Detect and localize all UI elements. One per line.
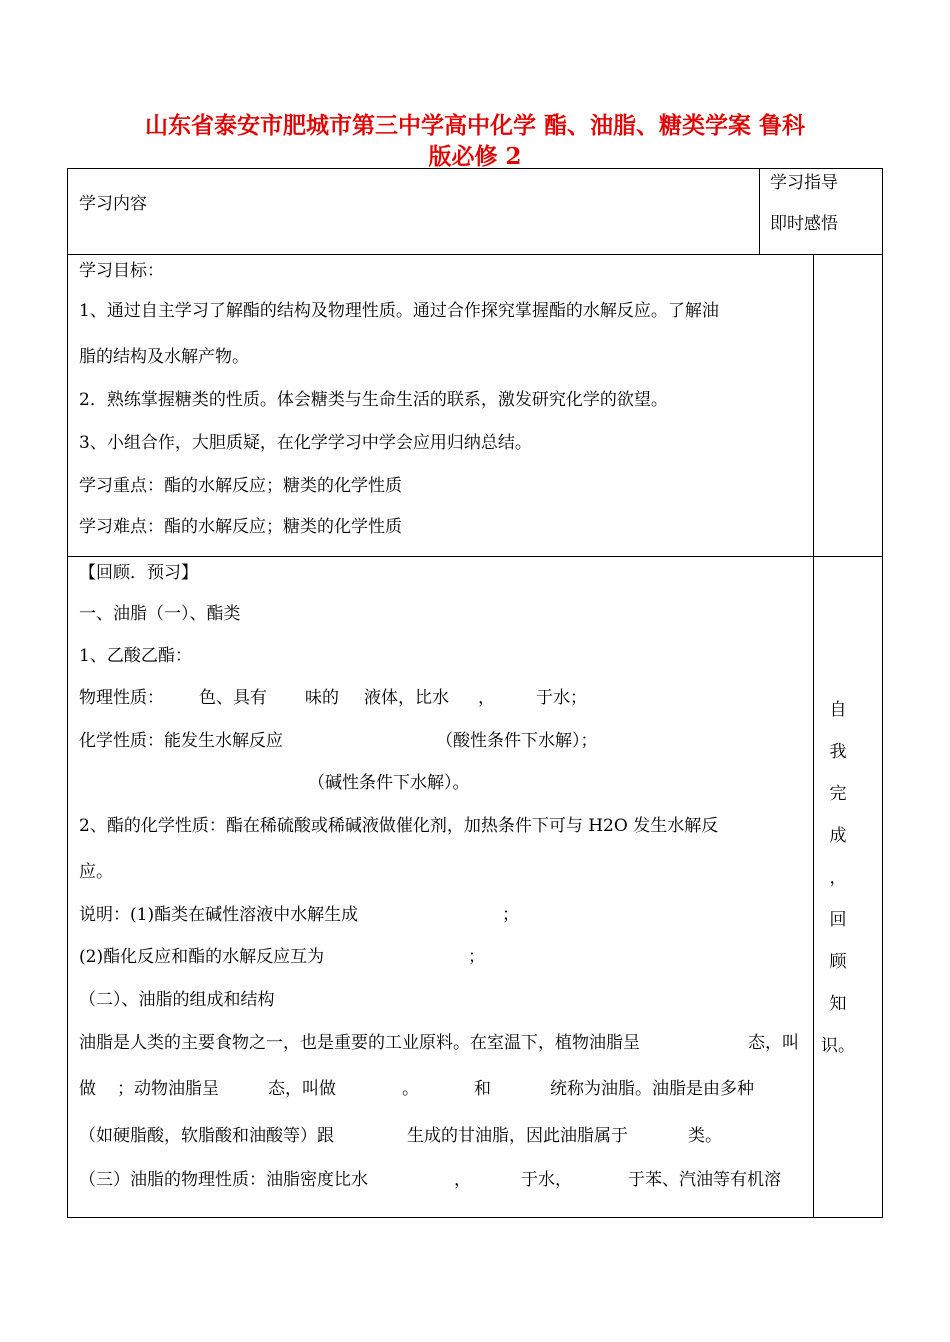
- side-note-char: 自: [829, 700, 847, 720]
- ester-chem-props-line-2: 应。: [79, 862, 113, 882]
- oil-paragraph-line-3c: 类。: [688, 1126, 722, 1146]
- header-right-label-2: 即时感悟: [770, 214, 838, 234]
- ester-chem-props-line-1: 2、酯的化学性质：酯在稀硫酸或稀碱液做催化剂，加热条件下可与 H2O 发生水解反: [79, 816, 719, 836]
- oil-paragraph-line-3b: 生成的甘油脂，因此油脂属于: [407, 1126, 628, 1146]
- side-note-char: 顾: [829, 952, 847, 972]
- chemical-props-label: 化学性质：能发生水解反应: [79, 731, 283, 751]
- base-hydrolysis-note: （碱性条件下水解）。: [308, 773, 470, 793]
- physical-props-label: 物理性质：: [79, 688, 164, 708]
- header-left-label: 学习内容: [79, 194, 147, 214]
- side-note: [818, 689, 858, 1067]
- objective-2: 2．熟练掌握糖类的性质。体会糖类与生命生活的联系，激发研究化学的欲望。: [79, 390, 668, 410]
- oil-paragraph-line-2b: ；动物油脂呈: [117, 1079, 219, 1099]
- side-note-char: 识。: [821, 1036, 855, 1056]
- review-heading: 【回顾．预习】: [79, 563, 198, 583]
- oil-paragraph-line-2e: 和: [474, 1079, 491, 1099]
- oil-composition-heading: （二）、油脂的组成和结构: [79, 990, 275, 1010]
- oil-physical-props-a: （三）油脂的物理性质：油脂密度比水: [79, 1170, 368, 1190]
- side-note-char: 知: [829, 994, 847, 1014]
- oil-physical-props-c: 于水，: [521, 1170, 572, 1190]
- oil-paragraph-line-1a: 油脂是人类的主要食物之一，也是重要的工业原料。在室温下，植物油脂呈: [79, 1033, 640, 1053]
- oil-paragraph-line-2a: 做: [79, 1079, 96, 1099]
- oil-paragraph-line-2f: 统称为油脂。油脂是由多种: [550, 1079, 754, 1099]
- side-note-char: 完: [829, 784, 847, 804]
- document-title: [60, 110, 890, 172]
- section-divider: [67, 556, 883, 557]
- physical-props-odor: 味的: [305, 688, 339, 708]
- oil-paragraph-line-1b: 态，叫: [748, 1033, 799, 1053]
- oil-paragraph-line-2d: 。: [402, 1079, 419, 1099]
- acid-hydrolysis-note: （酸性条件下水解）；: [436, 731, 598, 751]
- oil-physical-props-d: 于苯、汽油等有机溶: [628, 1170, 781, 1190]
- key-points: 学习重点：酯的水解反应；糖类的化学性质: [79, 476, 402, 496]
- oil-paragraph-line-2c: 态，叫做: [268, 1079, 336, 1099]
- physical-props-color: 色、具有: [199, 688, 267, 708]
- objective-3: 3、小组合作，大胆质疑，在化学学习中学会应用归纳总结。: [79, 433, 532, 453]
- header-right-label-1: 学习指导: [770, 173, 838, 193]
- objective-1-line-2: 脂的结构及水解产物。: [79, 347, 249, 367]
- side-note-char: 成: [829, 826, 847, 846]
- header-divider: [759, 168, 760, 255]
- side-note-char: 我: [829, 742, 847, 762]
- note-1-semicolon: ；: [502, 905, 519, 925]
- note-1: 说明：(1)酯类在碱性溶液中水解生成: [79, 905, 359, 925]
- title-line-2: 版必修 2: [428, 143, 522, 170]
- title-line-1: 山东省泰安市肥城市第三中学高中化学 酯、油脂、糖类学案 鲁科: [144, 112, 805, 139]
- physical-props-liquid: 液体，比水: [364, 688, 449, 708]
- oil-physical-props-b: ，: [454, 1170, 471, 1190]
- side-note-char: 回: [829, 910, 847, 930]
- note-2: (2)酯化反应和酯的水解反应互为: [79, 947, 325, 967]
- difficult-points: 学习难点：酯的水解反应；糖类的化学性质: [79, 517, 402, 537]
- ethyl-acetate-heading: 1、乙酸乙酯：: [79, 646, 192, 666]
- side-note-char: ，: [829, 868, 847, 888]
- header-row: [67, 168, 883, 255]
- note-2-semicolon: ；: [468, 947, 485, 967]
- objectives-heading: 学习目标：: [79, 261, 164, 281]
- oil-paragraph-line-3a: （如硬脂酸，软脂酸和油酸等）跟: [79, 1126, 334, 1146]
- physical-props-comma: ，: [478, 688, 495, 708]
- physical-props-water: 于水；: [536, 688, 587, 708]
- body-divider: [813, 254, 814, 1218]
- objective-1-line-1: 1、通过自主学习了解酯的结构及物理性质。通过合作探究掌握酯的水解反应。了解油: [79, 301, 719, 321]
- oils-esters-heading: 一、油脂（一）、酯类: [79, 604, 241, 624]
